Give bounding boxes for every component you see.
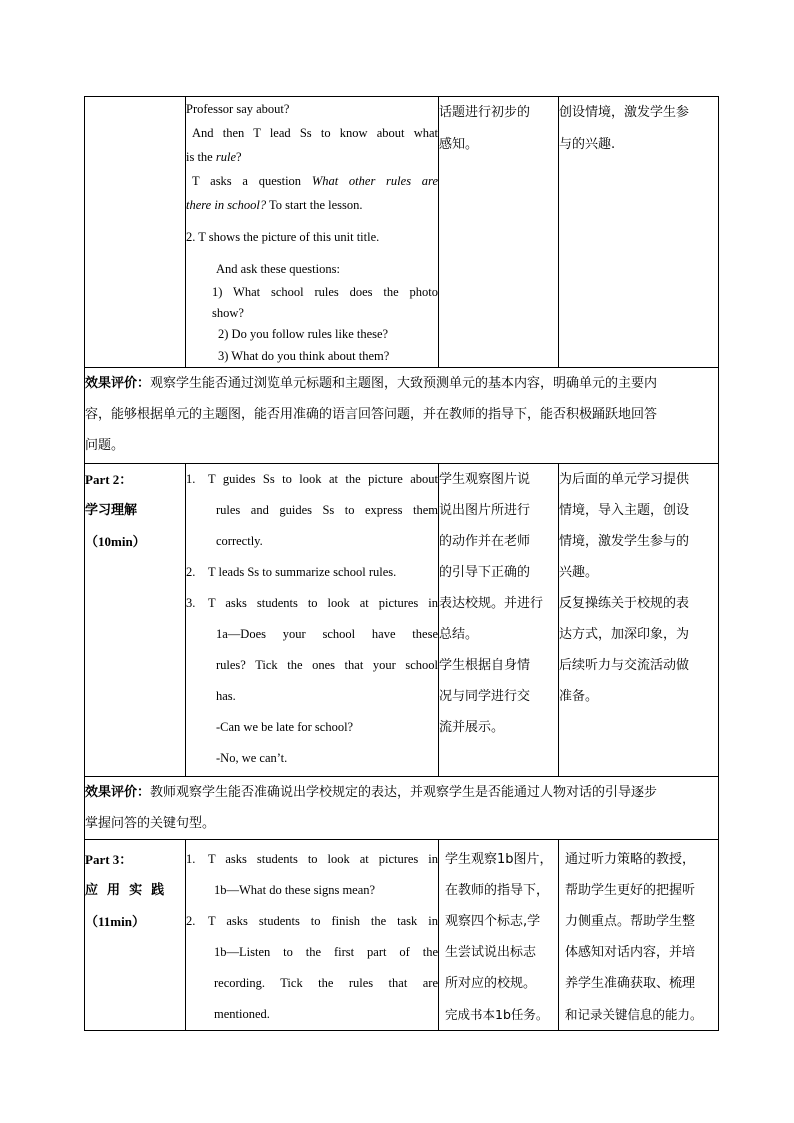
list-item bbox=[186, 906, 438, 937]
text-line: 反复操练关于校规的表 bbox=[559, 596, 690, 611]
part-duration: （11min） bbox=[85, 914, 145, 929]
text-line: 准备。 bbox=[559, 689, 599, 704]
text-line: 问题。 bbox=[85, 438, 125, 453]
text-line bbox=[85, 368, 718, 399]
text-line: rules? Tick the ones that your school bbox=[216, 658, 438, 672]
text-line: 所对应的校规。 bbox=[445, 976, 537, 991]
evaluation-cell bbox=[85, 777, 719, 840]
text-line: 观察四个标志,学 bbox=[445, 914, 541, 929]
part3-purpose-cell bbox=[559, 840, 719, 1031]
item-number: 1. bbox=[186, 472, 196, 486]
text-line bbox=[186, 169, 438, 193]
text-line: recording. Tick the rules that are bbox=[214, 976, 438, 990]
text-line: 力侧重点。帮助学生整 bbox=[565, 914, 696, 929]
text-line: 3) What do you think about them? bbox=[218, 349, 390, 363]
text-fragment: T asks students to look at pictures in bbox=[208, 852, 438, 866]
text-line: 1b—Listen to the first part of the bbox=[214, 945, 438, 959]
text-fragment: is the bbox=[186, 150, 216, 164]
text-line bbox=[85, 777, 718, 808]
text-line: -Can we be late for school? bbox=[216, 720, 354, 734]
text-line: 表达校规。并进行 bbox=[439, 596, 544, 611]
text-line: 容，能够根据单元的主题图，能否用准确的语言回答问题，并在教师的指导下，能否积极踊跃地回答 bbox=[85, 407, 658, 422]
text-line: 1b—What do these signs mean? bbox=[214, 883, 376, 897]
text-line: has. bbox=[216, 689, 236, 703]
part3-row bbox=[85, 840, 719, 1031]
text-line: 完成书本1b任务。 bbox=[445, 1007, 549, 1022]
part1-purpose-cell bbox=[559, 97, 719, 368]
text-line: Professor say about? bbox=[186, 102, 290, 116]
text-line: 的引导下正确的 bbox=[439, 565, 531, 580]
list-item bbox=[186, 464, 438, 495]
item-number: 3. bbox=[186, 596, 196, 610]
item-number: 2. bbox=[186, 565, 196, 579]
part-title: Part 3： bbox=[85, 852, 133, 867]
text-line: 学生观察1b图片， bbox=[445, 852, 553, 867]
text-line: 1a—Does your school have these bbox=[216, 627, 438, 641]
text-line: correctly. bbox=[216, 534, 263, 548]
text-line: And then T lead Ss to know about what bbox=[192, 126, 438, 140]
italic-question: there in school? bbox=[186, 198, 267, 212]
text-line: 学生根据自身情 bbox=[439, 658, 531, 673]
text-line: 话题进行初步的 bbox=[439, 105, 531, 120]
text-line: 流并展示。 bbox=[439, 720, 505, 735]
text-line: 说出图片所进行 bbox=[439, 503, 531, 518]
part2-procedure-cell bbox=[186, 464, 439, 777]
text-line: 1) What school rules does the photo bbox=[212, 285, 438, 299]
list-item bbox=[186, 588, 438, 619]
part1-label-cell bbox=[85, 97, 186, 368]
text-line: 帮助学生更好的把握听 bbox=[565, 883, 696, 898]
part3-student-cell bbox=[439, 840, 559, 1031]
text-line: 感知。 bbox=[439, 137, 479, 152]
part-stage: 应 用 实 践 bbox=[85, 883, 165, 898]
part3-procedure-cell bbox=[186, 840, 439, 1031]
text-line: 情境，激发学生参与的 bbox=[559, 534, 690, 549]
text-line: 总结。 bbox=[439, 627, 479, 642]
text-line: 与的兴趣. bbox=[559, 137, 616, 152]
text-line: 在教师的指导下， bbox=[445, 883, 550, 898]
text-line: 掌握问答的关键句型。 bbox=[85, 816, 216, 831]
part2-label-cell bbox=[85, 464, 186, 777]
text-fragment: T asks students to finish the task in bbox=[208, 914, 438, 928]
lesson-plan-table bbox=[84, 96, 719, 1031]
part2-purpose-cell bbox=[559, 464, 719, 777]
text-line: 养学生准确获取、梳理 bbox=[565, 976, 696, 991]
text-line: rules and guides Ss to express them bbox=[216, 503, 438, 517]
text-line: 后续听力与交流活动做 bbox=[559, 658, 690, 673]
text-line: 为后面的单元学习提供 bbox=[559, 472, 690, 487]
italic-rule: rule bbox=[215, 150, 236, 164]
text-line: 学生观察图片说 bbox=[439, 472, 531, 487]
evaluation-row-1 bbox=[85, 368, 719, 464]
text-line: -No, we can’t. bbox=[216, 751, 288, 765]
evaluation-label: 效果评价： bbox=[85, 785, 151, 800]
text-fragment: To start the lesson. bbox=[266, 198, 363, 212]
list-item bbox=[186, 557, 438, 588]
evaluation-cell bbox=[85, 368, 719, 464]
list-item bbox=[186, 844, 438, 875]
text-line: 创设情境，激发学生参 bbox=[559, 105, 690, 120]
text-line: 兴趣。 bbox=[559, 565, 599, 580]
item-number: 2. bbox=[186, 914, 196, 928]
part-title: Part 2： bbox=[85, 472, 133, 487]
text-line bbox=[186, 193, 438, 217]
italic-question: What other rules are bbox=[311, 174, 438, 188]
item-number: 1. bbox=[186, 852, 196, 866]
part3-label-cell bbox=[85, 840, 186, 1031]
part2-student-cell bbox=[439, 464, 559, 777]
text-line bbox=[186, 145, 438, 169]
part2-row bbox=[85, 464, 719, 777]
text-fragment: 观察学生能否通过浏览单元标题和主题图，大致预测单元的基本内容，明确单元的主要内 bbox=[150, 376, 658, 391]
part-duration: （10min） bbox=[85, 534, 146, 549]
part1-row bbox=[85, 97, 719, 368]
text-fragment: T asks students to look at pictures in bbox=[208, 596, 438, 610]
text-line: 情境，导入主题，创设 bbox=[559, 503, 690, 518]
part1-student-cell bbox=[439, 97, 559, 368]
part-stage: 学习理解 bbox=[85, 503, 138, 518]
text-fragment: ? bbox=[236, 150, 242, 164]
text-line: 2) Do you follow rules like these? bbox=[218, 327, 389, 341]
text-fragment: T guides Ss to look at the picture about bbox=[208, 472, 438, 486]
text-line: show? bbox=[212, 306, 244, 320]
text-line: 的动作并在老师 bbox=[439, 534, 531, 549]
text-line: 达方式，加深印象，为 bbox=[559, 627, 690, 642]
text-fragment: 教师观察学生能否准确说出学校规定的表达，并观察学生是否能通过人物对话的引导逐步 bbox=[150, 785, 658, 800]
text-line: 生尝试说出标志 bbox=[445, 945, 537, 960]
text-line: mentioned. bbox=[214, 1007, 270, 1021]
text-line: 体感知对话内容，并培 bbox=[565, 945, 696, 960]
part1-procedure-cell bbox=[186, 97, 439, 368]
text-line: 通过听力策略的教授， bbox=[565, 852, 696, 867]
text-line: 2. T shows the picture of this unit title. bbox=[186, 230, 380, 244]
text-fragment: T asks a question bbox=[192, 174, 312, 188]
text-line: And ask these questions: bbox=[216, 262, 340, 276]
evaluation-row-2 bbox=[85, 777, 719, 840]
text-fragment: T leads Ss to summarize school rules. bbox=[208, 565, 397, 579]
text-line: 况与同学进行交 bbox=[439, 689, 531, 704]
text-line: 和记录关键信息的能力。 bbox=[565, 1007, 703, 1022]
evaluation-label: 效果评价： bbox=[85, 376, 151, 391]
